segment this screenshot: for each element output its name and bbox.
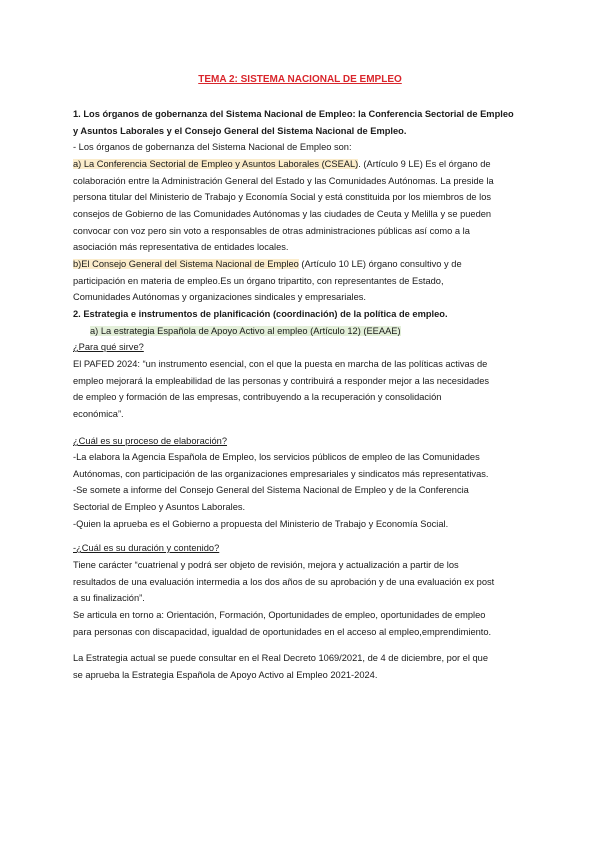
item-a-line: [73, 158, 491, 170]
paragraph-line: -La elabora la Agencia Española de Empleo, los servicios públicos de empleo de las Comunidades: [73, 452, 480, 462]
paragraph-line: Se articula en torno a: Orientación, Formación, Oportunidades de empleo, oportunidades de empleo: [73, 610, 486, 620]
document-title: TEMA 2: SISTEMA NACIONAL DE EMPLEO: [198, 74, 402, 85]
paragraph-line: resultados de una evaluación intermedia a los dos años de su aprobación y de una evaluación ex post: [73, 577, 495, 587]
subheading-a: [90, 325, 401, 337]
paragraph-line: de empleo y formación de las empresas, contribuyendo a la recuperación y consolidación: [73, 392, 442, 402]
paragraph-line: Comunidades Autónomas y organizaciones sindicales y empresariales.: [73, 292, 367, 302]
paragraph-line: persona titular del Ministerio de Trabajo y Economía Social y está constituida por los miembros de los: [73, 192, 492, 202]
paragraph-text: (Artículo 10 LE) órgano consultivo y de: [298, 259, 462, 269]
paragraph-line: El PAFED 2024: “un instrumento esencial, con el que la puesta en marcha de las políticas activas de: [73, 359, 488, 369]
paragraph-line: asociación más representativa de entidades locales.: [73, 242, 289, 252]
highlighted-text: a) La Conferencia Sectorial de Empleo y Asuntos Laborales (CSEAL): [73, 159, 359, 169]
paragraph-line: - Los órganos de gobernanza del Sistema Nacional de Empleo son:: [73, 142, 352, 152]
question-heading: -¿Cuál es su duración y contenido?: [73, 543, 220, 553]
highlighted-text: b)El Consejo General del Sistema Nacional de Empleo: [73, 259, 299, 269]
section-1-heading: 1. Los órganos de gobernanza del Sistema Nacional de Empleo: la Conferencia Sectorial de Empleo: [73, 109, 514, 119]
paragraph-line: Autónomas, con participación de las organizaciones empresariales y sindicatos más representativas.: [73, 469, 489, 479]
paragraph-line: económica”.: [73, 409, 124, 419]
item-b-line: [73, 258, 462, 270]
paragraph-line: empleo mejorará la empleabilidad de las personas y contribuirá a responder mejor a las necesidades: [73, 376, 490, 386]
paragraph-line: colaboración entre la Administración General del Estado y las Comunidades Autónomas. La preside la: [73, 176, 494, 186]
section-1-heading: y Asuntos Laborales y el Consejo General del Sistema Nacional de Empleo.: [73, 126, 407, 136]
paragraph-text: . (Artículo 9 LE) Es el órgano de: [358, 159, 491, 169]
paragraph-line: se aprueba la Estrategia Española de Apoyo Activo al Empleo 2021-2024.: [73, 670, 378, 680]
question-heading: ¿Cuál es su proceso de elaboración?: [73, 436, 228, 446]
paragraph-line: -Quien la aprueba es el Gobierno a propuesta del Ministerio de Trabajo y Economía Social.: [73, 519, 449, 529]
paragraph-line: participación en materia de empleo.Es un órgano tripartito, con representantes de Estado,: [73, 276, 444, 286]
paragraph-line: convocar con voz pero sin voto a responsables de otras administraciones públicas así como a la: [73, 226, 470, 236]
paragraph-line: La Estrategia actual se puede consultar en el Real Decreto 1069/2021, de 4 de diciembre, por el que: [73, 653, 489, 663]
paragraph-line: -Se somete a informe del Consejo General del Sistema Nacional de Empleo y de la Conferencia: [73, 485, 469, 495]
paragraph-line: consejos de Gobierno de las Comunidades Autónomas y las ciudades de Ceuta y Melilla y se pueden: [73, 209, 492, 219]
question-heading: ¿Para qué sirve?: [73, 342, 144, 352]
paragraph-line: Tiene carácter “cuatrienal y podrá ser objeto de revisión, mejora y actualización a partir de los: [73, 560, 459, 570]
paragraph-line: a su finalización”.: [73, 593, 145, 603]
paragraph-line: Sectorial de Empleo y Asuntos Laborales.: [73, 502, 246, 512]
paragraph-line: para personas con discapacidad, igualdad de oportunidades en el acceso al empleo,emprendimiento.: [73, 627, 492, 637]
highlighted-text: a) La estrategia Española de Apoyo Activo al empleo (Artículo 12) (EEAAE): [90, 326, 401, 336]
section-2-heading: 2. Estrategia e instrumentos de planificación (coordinación) de la política de empleo.: [73, 309, 448, 319]
